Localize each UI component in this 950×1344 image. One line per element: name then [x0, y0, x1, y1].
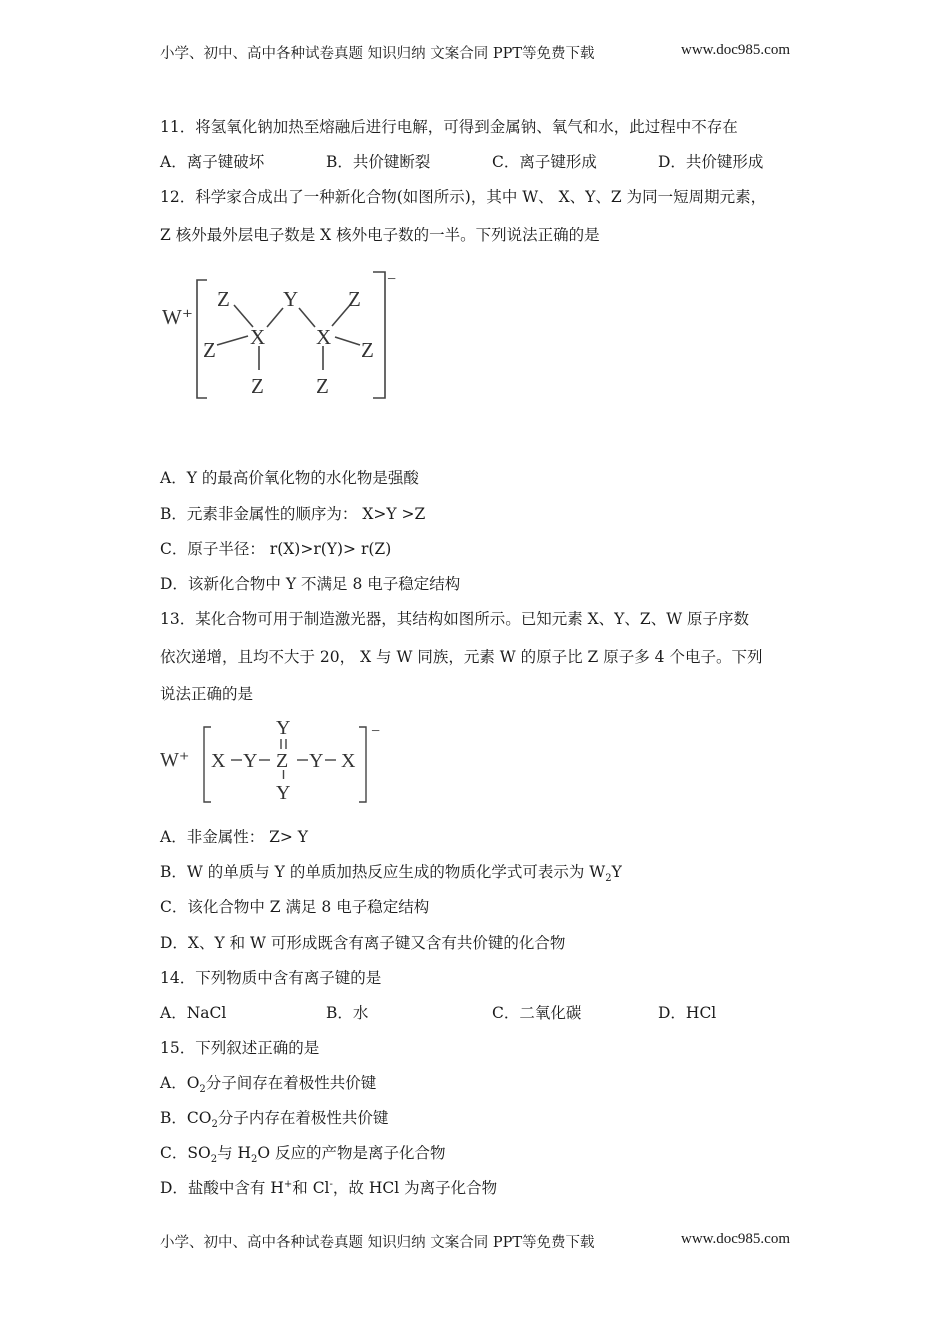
- q15-option-c-text: C．SO: [160, 1144, 211, 1162]
- q13-option-c[interactable]: C．该化合物中 Z 满足 8 电子稳定结构: [160, 898, 430, 916]
- q13-option-b[interactable]: [160, 862, 622, 885]
- footer-text: 小学、初中、高中各种试卷真题 知识归纳 文案合同 PPT等免费下载: [160, 1235, 595, 1251]
- q15-option-d-text: D．盐酸中含有 H: [160, 1179, 284, 1197]
- q15-option-d[interactable]: [160, 1178, 497, 1198]
- q12-atom-y: Y: [283, 287, 299, 311]
- q13-atom-y: Y: [309, 750, 324, 772]
- q13-atom-x: X: [211, 750, 226, 772]
- q13-left-bracket: [204, 727, 211, 802]
- q13-atom-y-bottom: Y: [276, 782, 291, 804]
- q11-option-c[interactable]: C．离子键形成: [492, 153, 597, 171]
- q13-stem-line1: 13．某化合物可用于制造激光器，其结构如图所示。已知元素 X、Y、Z、W 原子序数: [160, 610, 750, 628]
- q14-option-c[interactable]: C．二氧化碳: [492, 1004, 582, 1022]
- q13-option-d[interactable]: D．X、Y 和 W 可形成既含有离子键又含有共价键的化合物: [160, 934, 566, 952]
- footer-site-link[interactable]: www.doc985.com: [680, 1231, 790, 1247]
- page-footer: [160, 1231, 790, 1252]
- q13-cation: W⁺: [160, 749, 190, 771]
- q13-atom-x: X: [341, 750, 356, 772]
- q13-right-bracket: [359, 727, 366, 802]
- q12-bond: [299, 308, 315, 327]
- q15-option-d-tail: ，故 HCl 为离子化合物: [332, 1179, 498, 1197]
- q13-stem-line3: 说法正确的是: [160, 685, 254, 703]
- q13-atom-y: Y: [243, 750, 258, 772]
- q15-option-b-sub: 2: [211, 1119, 218, 1131]
- q15-option-b[interactable]: [160, 1108, 389, 1131]
- q15-option-c-sub2: 2: [251, 1154, 258, 1166]
- q15-option-b-text: B．CO: [160, 1109, 212, 1127]
- q15-option-a-text: A．O: [160, 1074, 200, 1092]
- q15-option-a-sub: 2: [199, 1084, 206, 1096]
- q14-option-b[interactable]: B．水: [326, 1004, 369, 1022]
- q13-atom-y-top: Y: [276, 717, 291, 739]
- q11-options: [160, 152, 800, 172]
- q15-option-d-mid: 和 Cl: [292, 1179, 330, 1197]
- q15-option-a[interactable]: [160, 1073, 377, 1096]
- q14-option-a[interactable]: A．NaCl: [160, 1004, 227, 1022]
- q12-bond: [267, 308, 283, 327]
- q12-stem-line1: 12．科学家合成出了一种新化合物(如图所示)，其中 W、 X、Y、Z 为同一短周期元素，: [160, 188, 767, 206]
- q12-atom-z: Z: [361, 338, 374, 362]
- q11-option-d[interactable]: D．共价键形成: [658, 153, 764, 171]
- q12-option-a[interactable]: A．Y 的最高价氧化物的水化物是强酸: [160, 469, 419, 487]
- q12-atom-z: Z: [348, 287, 361, 311]
- q13-atom-z: Z: [276, 750, 289, 772]
- q12-atom-z: Z: [203, 338, 216, 362]
- q12-atom-x: X: [316, 325, 332, 349]
- q11-stem: 11．将氢氧化钠加热至熔融后进行电解，可得到金属钠、氧气和水，此过程中不存在: [160, 118, 738, 136]
- q15-option-d-sup1: +: [283, 1178, 293, 1190]
- q12-atom-z: Z: [251, 374, 264, 398]
- q12-right-bracket: [373, 272, 385, 398]
- q12-option-c[interactable]: C．原子半径： r(X)>r(Y)> r(Z): [160, 540, 392, 558]
- q14-option-d[interactable]: D．HCl: [658, 1004, 717, 1022]
- q12-structure-figure: [155, 262, 405, 412]
- q15-option-c-sub1: 2: [210, 1154, 218, 1166]
- q12-bond: [217, 336, 248, 345]
- q13-option-b-sub: 2: [605, 873, 612, 885]
- q13-option-b-tail: Y: [611, 863, 622, 881]
- q12-atom-z: Z: [316, 374, 329, 398]
- q12-charge: −: [387, 271, 397, 288]
- q12-atom-z: Z: [217, 287, 230, 311]
- q13-charge: −: [371, 723, 381, 740]
- header-text: 小学、初中、高中各种试卷真题 知识归纳 文案合同 PPT等免费下载: [160, 46, 595, 62]
- q14-options: [160, 1003, 800, 1023]
- q15-option-a-tail: 分子间存在着极性共价键: [205, 1074, 377, 1092]
- q12-option-b[interactable]: B．元素非金属性的顺序为： X>Y >Z: [160, 505, 426, 523]
- q14-stem: 14．下列物质中含有离子键的是: [160, 969, 382, 987]
- q11-option-b[interactable]: B．共价键断裂: [326, 153, 431, 171]
- q12-atom-x: X: [250, 325, 266, 349]
- q15-option-b-tail: 分子内存在着极性共价键: [217, 1109, 389, 1127]
- q13-stem-line2: 依次递增，且均不大于 20， X 与 W 同族，元素 W 的原子比 Z 原子多 4 个电子。下列: [160, 648, 763, 666]
- q15-stem: 15．下列叙述正确的是: [160, 1039, 320, 1057]
- q12-cation: W⁺: [162, 305, 193, 329]
- q12-bond: [234, 305, 253, 327]
- q12-bond: [335, 337, 360, 345]
- page-header: [160, 42, 790, 63]
- q15-option-c-tail: O 反应的产物是离子化合物: [257, 1144, 446, 1162]
- q13-option-a[interactable]: A．非金属性： Z> Y: [160, 828, 309, 846]
- q13-option-b-text: B．W 的单质与 Y 的单质加热反应生成的物质化学式可表示为 W: [160, 863, 606, 881]
- q15-option-c[interactable]: [160, 1143, 446, 1166]
- q12-stem-line2: Z 核外最外层电子数是 X 核外电子数的一半。下列说法正确的是: [160, 226, 600, 244]
- q12-option-d[interactable]: D．该新化合物中 Y 不满足 8 电子稳定结构: [160, 575, 461, 593]
- q13-structure-figure: [155, 712, 395, 807]
- q15-option-d-sup2: -: [329, 1178, 333, 1190]
- q11-option-a[interactable]: A．离子键破坏: [160, 153, 265, 171]
- header-site-link[interactable]: www.doc985.com: [680, 42, 790, 58]
- q15-option-c-mid: 与 H: [217, 1144, 252, 1162]
